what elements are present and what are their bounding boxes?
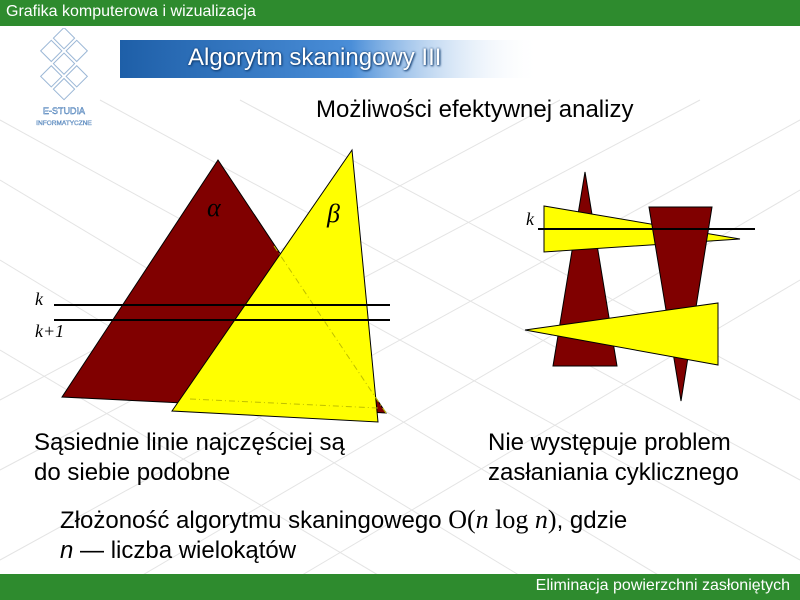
complexity-note <box>60 505 627 566</box>
course-title: Grafika komputerowa i wizualizacja <box>6 3 256 20</box>
caption-left-line1: Sąsiednie linie najczęściej są <box>34 429 345 456</box>
right-diagram <box>525 172 755 401</box>
bottom-bar <box>0 574 800 600</box>
label-k1: k+1 <box>35 321 65 341</box>
label-k: k <box>526 209 534 229</box>
svg-text:E-STUDIA: E-STUDIA <box>42 106 86 116</box>
triangle-bar-bottom <box>525 303 718 365</box>
complexity-line1: Złożoność algorytmu skaningowego O(n log n), gdzie <box>60 505 628 534</box>
triangle-down <box>649 207 712 401</box>
slide-title: Algorytm skaningowy III <box>188 44 442 71</box>
complexity-line2: n — liczba wielokątów <box>60 537 297 564</box>
caption-left-line2: do siebie podobne <box>34 459 231 486</box>
svg-text:INFORMATYCZNE: INFORMATYCZNE <box>36 120 92 127</box>
left-diagram <box>35 150 390 422</box>
caption-right-line2: zasłaniania cyklicznego <box>488 459 739 486</box>
slide-subtitle: Możliwości efektywnej analizy <box>316 96 634 123</box>
caption-right-line1: Nie występuje problem <box>488 429 731 456</box>
caption-right <box>488 428 739 488</box>
caption-left <box>34 428 345 488</box>
label-k: k <box>35 289 43 309</box>
label-beta: β <box>327 199 340 228</box>
section-title: Eliminacja powierzchni zasłoniętych <box>535 577 790 594</box>
label-alpha: α <box>207 193 221 222</box>
